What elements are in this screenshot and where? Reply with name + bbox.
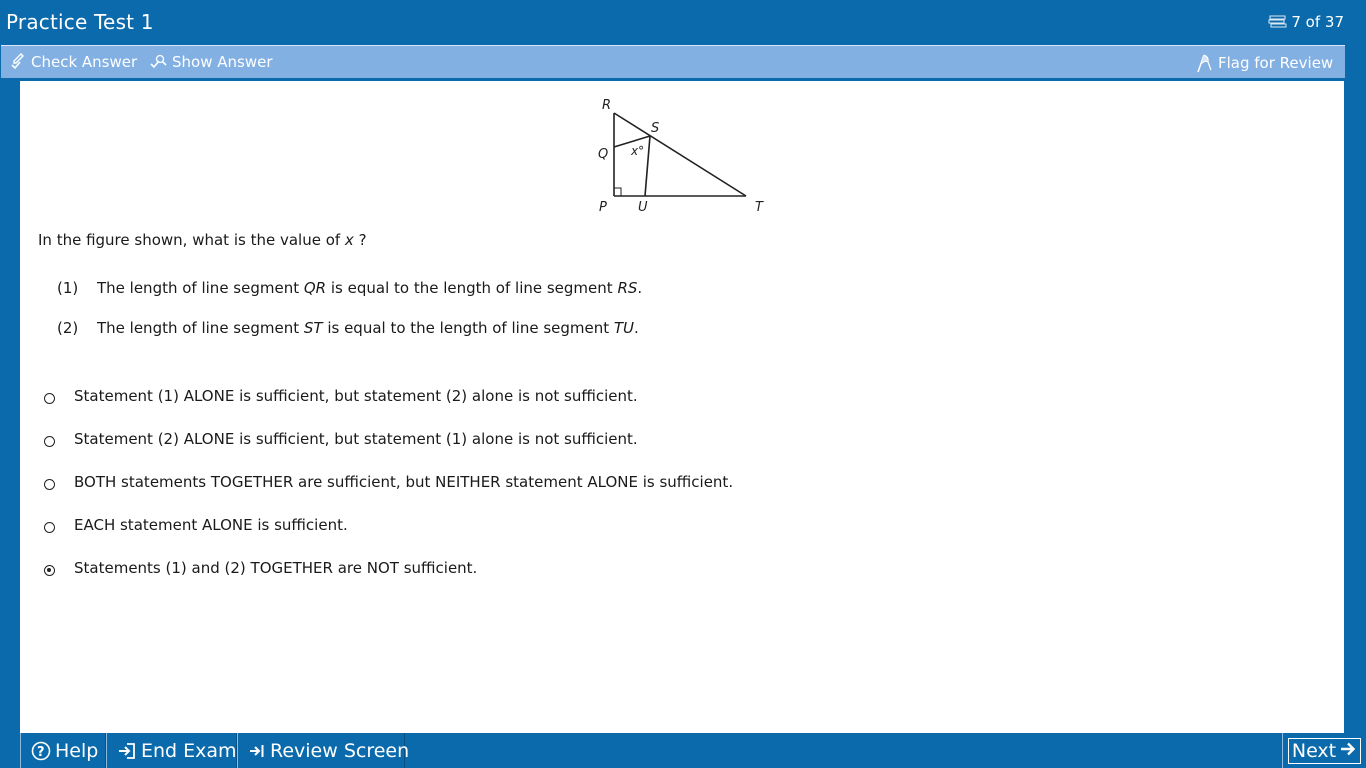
show-answer-icon xyxy=(149,53,168,71)
check-answer-label: Check Answer xyxy=(31,53,138,71)
bottom-bar xyxy=(20,733,1366,768)
review-screen-button[interactable] xyxy=(237,733,410,768)
toolbar xyxy=(1,45,1345,78)
radio-button-selected[interactable] xyxy=(44,565,55,576)
answer-choice-a[interactable] xyxy=(44,387,638,405)
flag-for-review-button[interactable] xyxy=(1195,53,1333,73)
label-angle-x: x° xyxy=(631,144,645,158)
question-suffix: ? xyxy=(353,231,367,249)
label-s: S xyxy=(651,121,660,136)
label-t: T xyxy=(755,200,763,215)
statement-text: The length of line segment ST is equal to the length of line segment TU. xyxy=(97,319,639,337)
exit-icon xyxy=(117,742,137,760)
review-screen-label: Review Screen xyxy=(270,739,410,762)
label-u: U xyxy=(638,200,648,215)
next-label: Next xyxy=(1291,740,1337,762)
statement-number: (2) xyxy=(57,319,79,337)
next-button-container xyxy=(1282,733,1366,768)
answer-choice-label: Statement (2) ALONE is sufficient, but statement (1) alone is not sufficient. xyxy=(74,430,638,448)
arrow-to-bar-icon xyxy=(248,742,266,760)
arrow-right-icon xyxy=(1339,740,1357,763)
show-answer-label: Show Answer xyxy=(172,53,273,71)
end-exam-button[interactable] xyxy=(106,733,237,768)
title-bar xyxy=(0,0,1366,45)
answer-choice-label: EACH statement ALONE is sufficient. xyxy=(74,516,348,534)
page-title: Practice Test 1 xyxy=(6,10,154,34)
question-list-icon xyxy=(1268,15,1287,29)
radio-button[interactable] xyxy=(44,522,55,533)
question-counter-text: 7 of 37 xyxy=(1291,13,1344,31)
geometry-figure xyxy=(590,94,790,223)
check-pen-icon xyxy=(10,53,27,71)
answer-choice-e[interactable] xyxy=(44,559,477,577)
question-variable: x xyxy=(344,231,354,249)
end-exam-label: End Exam xyxy=(141,739,237,762)
svg-text:?: ? xyxy=(37,744,45,760)
flag-for-review-label: Flag for Review xyxy=(1218,54,1334,72)
help-label: Help xyxy=(55,739,99,762)
answer-choice-b[interactable] xyxy=(44,430,638,448)
next-button[interactable] xyxy=(1288,738,1361,764)
answer-choice-label: Statement (1) ALONE is sufficient, but statement (2) alone is not sufficient. xyxy=(74,387,638,405)
answer-choice-label: Statements (1) and (2) TOGETHER are NOT sufficient. xyxy=(74,559,478,577)
question-content xyxy=(20,81,1344,733)
label-r: R xyxy=(602,98,612,113)
help-button[interactable] xyxy=(20,733,106,768)
question-counter xyxy=(1268,13,1344,31)
answer-choice-c[interactable] xyxy=(44,473,733,491)
statement-text: The length of line segment QR is equal to the length of line segment RS. xyxy=(97,279,643,297)
question-text xyxy=(38,231,367,249)
statement-1 xyxy=(57,279,642,297)
help-icon xyxy=(31,741,51,761)
answer-choice-d[interactable] xyxy=(44,516,348,534)
label-q: Q xyxy=(598,147,609,162)
check-answer-button[interactable] xyxy=(10,53,137,71)
statement-number: (1) xyxy=(57,279,79,297)
radio-button[interactable] xyxy=(44,479,55,490)
radio-button[interactable] xyxy=(44,436,55,447)
radio-button[interactable] xyxy=(44,393,55,404)
answer-choice-label: BOTH statements TOGETHER are sufficient, but NEITHER statement ALONE is sufficient. xyxy=(74,473,734,491)
show-answer-button[interactable] xyxy=(149,53,273,71)
label-p: P xyxy=(599,200,607,215)
statement-2 xyxy=(57,319,639,337)
flag-icon xyxy=(1195,53,1214,73)
question-prefix: In the figure shown, what is the value of xyxy=(38,231,345,249)
